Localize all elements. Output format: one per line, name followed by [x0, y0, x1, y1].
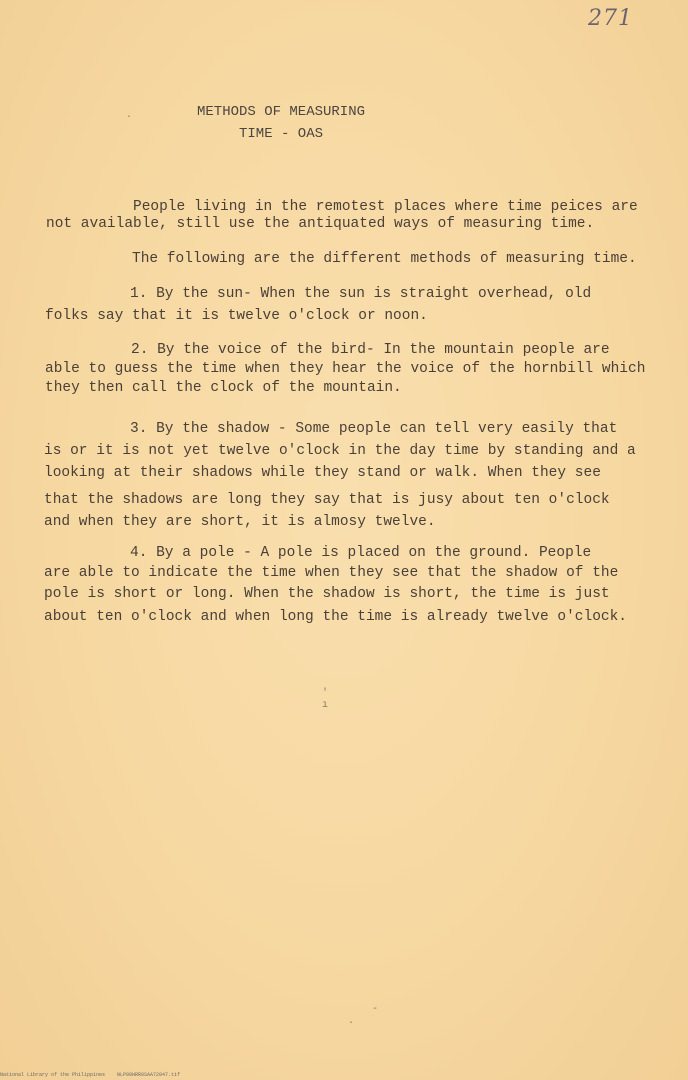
paragraph-5-line-5: and when they are short, it is almosy twelve. [44, 514, 436, 530]
paragraph-1-line-2: not available, still use the antiquated ways of measuring time. [46, 216, 595, 232]
paragraph-4-line-1: 2. By the voice of the bird- In the mountain people are [131, 342, 610, 358]
page-number: 271 [588, 6, 633, 31]
paragraph-6-line-4: about ten o'clock and when long the time is already twelve o'clock. [44, 609, 627, 625]
document-title-line-2: TIME - OAS [238, 126, 323, 142]
paragraph-2-line-1: The following are the different methods of measuring time. [132, 251, 637, 267]
paper-speck: ı [322, 700, 329, 711]
paragraph-5-line-2: is or it is not yet twelve o'clock in the day time by standing and a [44, 443, 636, 459]
archive-footer: National Library of the Philippines NLP00HRR0SAA72047.tif [0, 1072, 181, 1078]
paragraph-6-line-1: 4. By a pole - A pole is placed on the ground. People [130, 545, 592, 561]
paragraph-3-line-2: folks say that it is twelve o'clock or noon. [45, 308, 428, 324]
paragraph-4-line-3: they then call the clock of the mountain. [45, 380, 402, 396]
paragraph-5-line-1: 3. By the shadow - Some people can tell very easily that [130, 421, 618, 437]
paragraph-6-line-2: are able to indicate the time when they see that the shadow of the [44, 565, 619, 581]
paragraph-5-line-4: that the shadows are long they say that is jusy about ten o'clock [44, 492, 610, 508]
paragraph-4-line-2: able to guess the time when they hear the voice of the hornbill which [45, 361, 646, 377]
paragraph-1-line-1: People living in the remotest places where time peices are [133, 199, 638, 215]
document-title-line-1: METHODS OF MEASURING [196, 104, 366, 120]
paragraph-6-line-3: pole is short or long. When the shadow is short, the time is just [44, 586, 610, 602]
paragraph-5-line-3: looking at their shadows while they stand or walk. When they see [44, 465, 601, 481]
paper-speck: · [126, 112, 133, 123]
paragraph-3-line-1: 1. By the sun- When the sun is straight overhead, old [130, 286, 592, 302]
paper-speck: · [348, 1018, 355, 1029]
paper-speck: - [372, 1004, 379, 1015]
paper-speck: ' [322, 688, 329, 699]
